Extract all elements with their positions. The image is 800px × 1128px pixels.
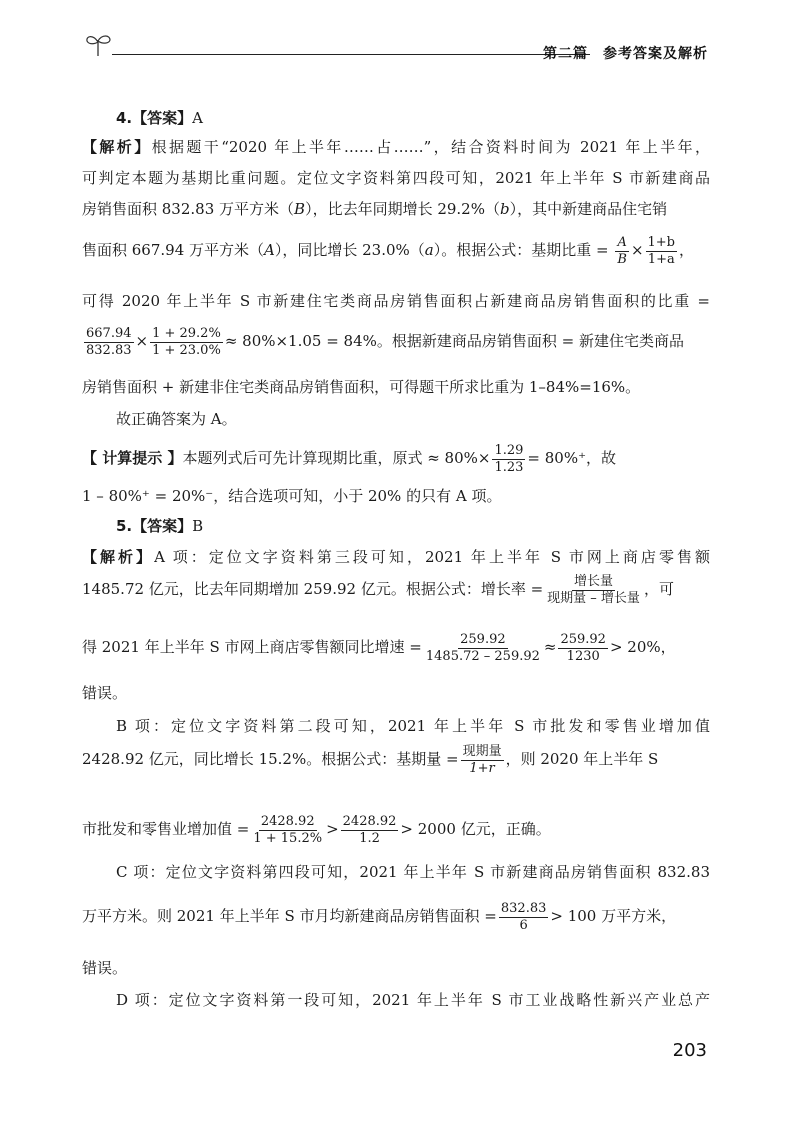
q5-b-line-2: 2428.92 亿元，同比增长 15.2%。根据公式：基期量 = $\frac{\text{现期量}}{1+r}$ ，则 2020 年上半年 S [82,743,659,776]
q5-answer: B [192,517,204,535]
q5-b-line-3: 市批发和零售业增加值 = $\frac{2428.92}{1 + 15.2\%}$ > $\frac{2428.92}{1.2}$ > 2000 亿元，正确。 [82,813,551,846]
q4-analysis-line-4: 售面积 667.94 万平方米（A），同比增长 23.0%（a）。根据公式：基期比重 = $\frac{A}{B}$ × $\frac{1+b}{1+a}$ ， [82,234,695,267]
formula-fraction: $\frac{\text{增长量}}{\text{现期量 – 增长量}}$ [547,573,640,606]
formula-fraction: $\frac{\text{现期量}}{1+r}$ [462,743,502,776]
q5-answer-label: 5.【答案】 [116,517,193,535]
q5-answer-line [116,516,710,536]
header-rule [112,54,590,55]
formula-fraction: $\frac{2428.92}{1 + 15.2\%}$ [253,813,323,846]
q4-analysis-tag: 【解析】 [82,138,152,156]
sprout-icon [84,32,114,58]
q4-tip-line-2: 1 – 80%⁺ = 20%⁻，结合选项可知，小于 20% 的只有 A 项。 [82,487,502,505]
q5-b-line-1: B 项：定位文字资料第二段可知，2021 年上半年 S 市批发和零售业增加值 [116,717,710,735]
q5-c-line-2: 万平方米。则 2021 年上半年 S 市月均新建商品房销售面积 = $\frac{832.83}{6}$ > 100 万平方米， [82,900,677,933]
q5-c-line-1: C 项：定位文字资料第四段可知，2021 年上半年 S 市新建商品房销售面积 832.83 [116,863,710,881]
q4-tip-tag: 【 计算提示 】 [82,449,183,467]
q5-c-line-3: 错误。 [82,959,128,977]
q5-a-line-1: 【解析】A 项：定位文字资料第三段可知，2021 年上半年 S 市网上商店零售额 [82,548,710,566]
q5-d-line-1: D 项：定位文字资料第一段可知，2021 年上半年 S 市工业战略性新兴产业总产 [116,991,710,1009]
q5-analysis-tag: 【解析】 [82,548,155,566]
q5-a-line-3: 得 2021 年上半年 S 市网上商店零售额同比增速 = $\frac{259.92}{1485.72 - 259.92}$ ≈ $\frac{259.92}{1230}$ > 20%， [82,631,676,664]
q4-answer-label: 4.【答案】 [116,109,193,127]
q5-a-line-4: 错误。 [82,684,128,702]
q4-analysis-line-7: 房销售面积 + 新建非住宅类商品房销售面积，可得题干所求比重为 1–84%=16%。 [82,378,641,396]
page-header [84,32,708,72]
q4-answer-line [116,108,710,128]
q4-conclusion: 故正确答案为 A。 [116,410,237,428]
formula-fraction: $\frac{A}{B}$ [617,234,627,267]
q4-tip-line-1: 【 计算提示 】本题列式后可先计算现期比重，原式 ≈ 80%× $\frac{1.29}{1.23}$ = 80%⁺，故 [82,442,617,475]
formula-fraction: $\frac{1 + 29.2\%}{1 + 23.0\%}$ [152,325,221,358]
formula-fraction: $\frac{1.29}{1.23}$ [494,442,524,475]
q4-analysis-line-1: 【解析】根据题干“2020 年上半年……占……”，结合资料时间为 2021 年上半年， [82,138,710,156]
q4-answer: A [192,109,203,127]
formula-fraction: $\frac{2428.92}{1.2}$ [342,813,397,846]
q4-analysis-line-5: 可得 2020 年上半年 S 市新建住宅类商品房销售面积占新建商品房销售面积的比重 = [82,292,710,310]
formula-fraction: $\frac{259.92}{1485.72 - 259.92}$ [425,631,540,664]
formula-fraction: $\frac{667.94}{832.83}$ [86,325,132,358]
q4-analysis-line-6: $\frac{667.94}{832.83}$ × $\frac{1 + 29.2\%}{1 + 23.0\%}$ ≈ 80%×1.05 = 84%。根据新建商品房销售面积 = 新建住宅类商品 [86,325,685,358]
q4-analysis-line-3: 房销售面积 832.83 万平方米（B），比去年同期增长 29.2%（b），其中新建商品住宅销 [82,200,668,218]
formula-fraction: $\frac{259.92}{1230}$ [560,631,606,664]
section-title: 第二篇 参考答案及解析 [543,46,708,62]
formula-fraction: $\frac{1+b}{1+a}$ [647,234,676,267]
formula-fraction: $\frac{832.83}{6}$ [500,900,547,933]
page-number: 203 [672,1040,707,1061]
q5-a-line-2: 1485.72 亿元，比去年同期增加 259.92 亿元。根据公式：增长率 = $\frac{\text{增长量}}{\text{现期量 – 增长量}}$ ，可 [82,573,674,606]
q4-analysis-line-2: 可判定本题为基期比重问题。定位文字资料第四段可知，2021 年上半年 S 市新建商品 [82,169,710,187]
